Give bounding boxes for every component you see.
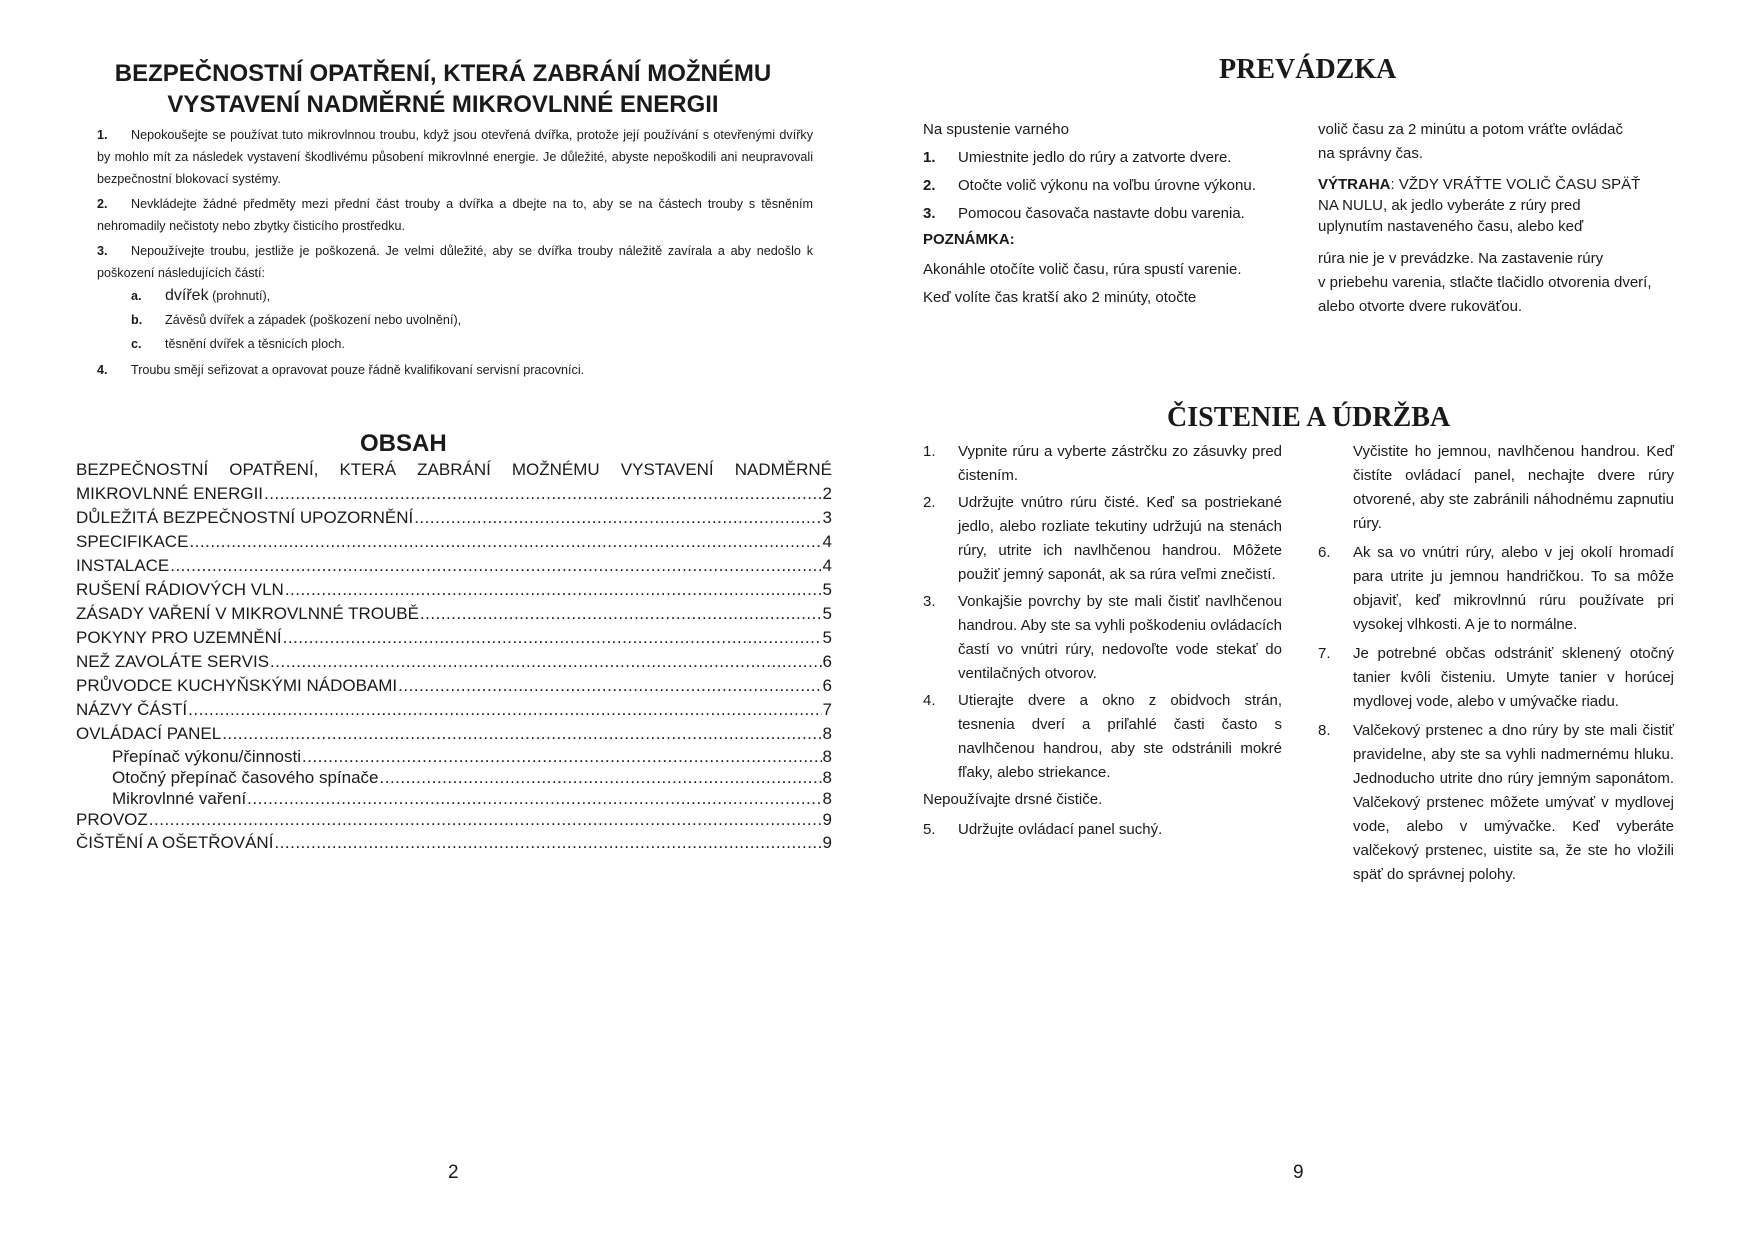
page-number: 2 [448, 1162, 459, 1183]
toc-leader-dots [264, 482, 821, 506]
toc-leader-dots [398, 674, 821, 698]
clean-number: 3. [923, 593, 936, 610]
clean-text: Vypnite rúru a vyberte zástrčku zo zásuvky pred čistením. [958, 443, 1282, 484]
item-number: 4. [97, 363, 108, 377]
clean-number: 7. [1318, 645, 1331, 662]
item-text: Troubu smějí seřizovat a opravovat pouze řádně kvalifikovaní servisní pracovníci. [131, 363, 585, 377]
toc-leader-dots [188, 698, 821, 722]
prev-right-line-5: alebo otvorte dvere rukoväťou. [1318, 298, 1523, 315]
vytraha-line-1 [1318, 174, 1688, 195]
sub-text: Závěsů dvířek a západek (poškození nebo uvolnění), [165, 313, 462, 327]
safety-title-line-1: BEZPEČNOSTNÍ OPATŘENÍ, KTERÁ ZABRÁNÍ MOŽNÉMU [114, 60, 772, 87]
toc-label: POKYNY PRO UZEMNĚNÍ [76, 628, 282, 647]
vytraha-label: VÝTRAHA [1318, 176, 1391, 193]
toc-label: DŮLEŽITÁ BEZPEČNOSTNÍ UPOZORNĚNÍ [76, 508, 414, 527]
prev-right-line-2: na správny čas. [1318, 145, 1424, 162]
clean-item [1318, 719, 1674, 887]
clean-item [923, 440, 1282, 488]
toc-row[interactable] [76, 650, 832, 674]
clean-number: 8. [1318, 722, 1331, 739]
toc-leader-dots [170, 554, 821, 578]
toc-leader-dots [302, 746, 822, 767]
toc-title: OBSAH [360, 430, 447, 457]
toc-page: 7 [822, 700, 832, 719]
clean-item [923, 590, 1282, 686]
toc-page: 8 [822, 768, 832, 787]
sub-big-word: dvířek [165, 287, 209, 304]
clean-text: Je potrebné občas odstrániť sklenený otočný tanier kvôli čisteniu. Umyte tanier v horúcej mydlovej vode, alebo v umývačke riadu. [1353, 645, 1674, 710]
prev-right-line-4: v priebehu varenia, stlačte tlačidlo otvorenia dverí, [1318, 274, 1652, 291]
safety-title [78, 58, 808, 120]
toc-label: NEŽ ZAVOLÁTE SERVIS [76, 652, 270, 671]
prev-step [923, 146, 1283, 170]
clean-item [923, 818, 1282, 842]
sub-text: těsnění dvířek a těsnicích ploch. [165, 337, 345, 351]
cistenie-left-column [923, 440, 1282, 842]
clean-item [923, 689, 1282, 785]
toc-leader-dots [274, 831, 821, 855]
toc-label: RUŠENÍ RÁDIOVÝCH VLN [76, 580, 284, 599]
step-text: Otočte volič výkonu na voľbu úrovne výkonu. [958, 177, 1256, 194]
prevadzka-left-column [923, 118, 1283, 310]
prev-right-line-1: volič času za 2 minútu a potom vráťte ovládač [1318, 121, 1623, 138]
toc-page: 5 [822, 628, 832, 647]
toc-leader-dots [380, 767, 822, 788]
step-number: 1. [923, 149, 936, 166]
toc-label: Přepínač výkonu/činnosti [112, 747, 301, 766]
toc-label: SPECIFIKACE [76, 532, 189, 551]
clean-number: 6. [1318, 544, 1331, 561]
toc-page: 9 [822, 833, 832, 852]
clean-text: Udržujte ovládací panel suchý. [958, 821, 1163, 838]
toc-label: Otočný přepínač časového spínače [112, 768, 379, 787]
toc-leader-dots [283, 626, 822, 650]
clean-number: 2. [923, 494, 936, 511]
toc-row[interactable] [76, 831, 832, 855]
clean-number: 1. [923, 443, 936, 460]
toc-page: 4 [822, 556, 832, 575]
toc-leader-dots [189, 530, 821, 554]
toc-leader-dots [222, 722, 821, 746]
prev-step [923, 202, 1283, 226]
toc-row[interactable] [76, 626, 832, 650]
toc-row-sub[interactable] [76, 767, 832, 788]
item-number: 3. [97, 244, 108, 258]
clean-text: Valčekový prstenec a dno rúry by ste mali čistiť pravidelne, aby ste sa vyhli nadmernému hluku. Jednoducho utrite dno rúry jemným saponátom. Valčekový prstenec môžete umývať v mydlovej vode, alebo v umývačke. Keď vyberáte valčekový prstenec, uistite sa, že ste ho vložili späť do správnej polohy. [1353, 722, 1674, 883]
toc-row[interactable] [76, 506, 832, 530]
toc-page: 8 [822, 747, 832, 766]
vytraha-line-3: uplynutím nastaveného času, alebo keď [1318, 218, 1584, 235]
toc-page: 9 [822, 810, 832, 829]
prevadzka-right-column [1318, 118, 1688, 319]
item-text: Nepokoušejte se používat tuto mikrovlnnou troubu, když jsou otevřená dvířka, protože její používání s otevřenými dvířky by mohlo mít za následek vystavení škodlivému působení mikrovlnné energie. Je důležité, abyste nepoškodili ani neupravovali bezpečnostní blokovací systémy. [97, 128, 813, 186]
toc-leader-dots [149, 809, 822, 831]
step-number: 2. [923, 177, 936, 194]
toc-leader-dots [270, 650, 821, 674]
toc-row[interactable] [76, 674, 832, 698]
clean-item [1318, 541, 1674, 637]
toc-first-line: BEZPEČNOSTNÍ OPATŘENÍ, KTERÁ ZABRÁNÍ MOŽNÉMU VYSTAVENÍ NADMĚRNÉ [76, 460, 832, 479]
item-number: 1. [97, 128, 108, 142]
prev-step [923, 174, 1283, 198]
page-number: 9 [1293, 1162, 1304, 1183]
prev-intro: Na spustenie varného [923, 121, 1069, 138]
right-page [877, 0, 1754, 1240]
safety-title-line-2: VYSTAVENÍ NADMĚRNÉ MIKROVLNNÉ ENERGII [167, 91, 719, 118]
toc-row[interactable] [76, 602, 832, 626]
toc-page: 8 [822, 789, 832, 808]
toc-label: OVLÁDACÍ PANEL [76, 724, 222, 743]
toc-row[interactable] [76, 530, 832, 554]
clean-text: Utierajte dvere a okno z obidvoch strán, tesnenia dverí a priľahlé časti často s navlhčenou handrou, aby ste odstránili mokré fľaky, alebo striekance. [958, 692, 1282, 781]
toc-label: MIKROVLNNÉ ENERGII [76, 484, 264, 503]
sub-text: (prohnutí), [208, 289, 271, 303]
prev-right-line-3: rúra nie je v prevádzke. Na zastavenie rúry [1318, 250, 1604, 267]
safety-sub-item [131, 284, 813, 308]
toc-leader-dots [247, 788, 821, 809]
poznamka-line-1: Akonáhle otočíte volič času, rúra spustí varenie. [923, 261, 1242, 278]
toc-label: ZÁSADY VAŘENÍ V MIKROVLNNÉ TROUBĚ [76, 604, 419, 623]
toc-row[interactable] [76, 482, 832, 506]
toc-leader-dots [420, 602, 822, 626]
sub-letter: c. [131, 337, 142, 351]
toc-page: 2 [822, 484, 832, 503]
toc-page: 5 [822, 580, 832, 599]
table-of-contents [76, 458, 832, 855]
item-text: Nevkládejte žádné předměty mezi přední část trouby a dvířka a dbejte na to, aby se na částech trouby s těsněním nehromadily nečistoty nebo zbytky čisticího prostředku. [97, 197, 813, 233]
item-text: Nepoužívejte troubu, jestliže je poškozená. Je velmi důležité, aby se dvířka trouby náležitě zavírala a aby nedošlo k poškození následujících částí: [97, 244, 813, 280]
clean-text: Ak sa vo vnútri rúry, alebo v jej okolí hromadí para utrite ju jemnou handričkou. To sa môže objaviť, keď mikrovlnnú rúru používate pri vysokej vlhkosti. A je to normálne. [1353, 544, 1674, 633]
toc-row-sub[interactable] [76, 788, 832, 809]
step-number: 3. [923, 205, 936, 222]
toc-row[interactable] [76, 578, 832, 602]
toc-leader-dots [285, 578, 822, 602]
safety-item [97, 359, 813, 381]
clean-number: 4. [923, 692, 936, 709]
safety-item [97, 124, 813, 190]
section-title-cistenie: ČISTENIE A ÚDRŽBA [1167, 402, 1451, 433]
clean-number: 5. [923, 821, 936, 838]
safety-sub-item [131, 308, 813, 332]
toc-page: 8 [822, 724, 832, 743]
toc-leader-dots [414, 506, 821, 530]
toc-page: 3 [822, 508, 832, 527]
safety-item [97, 240, 813, 356]
clean-text: Vonkajšie povrchy by ste mali čistiť navlhčenou handrou. Aby ste sa vyhli poškodeniu ovládacích častí vo vnútri rúry, nedovoľte vode stekať do ventilačných otvorov. [958, 593, 1282, 682]
toc-page: 6 [822, 652, 832, 671]
sub-letter: a. [131, 289, 142, 303]
clean-note: Nepoužívajte drsné čističe. [923, 791, 1103, 808]
safety-sub-item [131, 332, 813, 356]
clean-item [1318, 642, 1674, 714]
sub-letter: b. [131, 313, 143, 327]
toc-label: Mikrovlnné vaření [112, 789, 247, 808]
toc-page: 4 [822, 532, 832, 551]
section-title-prevadzka: PREVÁDZKA [1219, 54, 1397, 85]
toc-label: PRŮVODCE KUCHYŇSKÝMI NÁDOBAMI [76, 676, 398, 695]
cistenie-right-column [1318, 440, 1674, 887]
step-text: Umiestnite jedlo do rúry a zatvorte dvere. [958, 149, 1232, 166]
toc-page: 5 [822, 604, 832, 623]
safety-item [97, 193, 813, 237]
toc-row[interactable] [76, 809, 832, 831]
clean-right-intro: Vyčistite ho jemnou, navlhčenou handrou. Keď čistíte ovládací panel, nechajte dvere rúry otvorené, aby ste zabránili náhodnému zapnutiu rúry. [1353, 443, 1674, 532]
toc-label: ČIŠTĚNÍ A OŠETŘOVÁNÍ [76, 833, 274, 852]
vytraha-text-1: : VŽDY VRÁŤTE VOLIČ ČASU SPÄŤ [1390, 176, 1641, 193]
poznamka-line-2: Keď volíte čas kratší ako 2 minúty, otočte [923, 289, 1197, 306]
toc-label: PROVOZ [76, 810, 148, 829]
vytraha-line-2: NA NULU, ak jedlo vyberáte z rúry pred [1318, 197, 1581, 214]
toc-row[interactable] [76, 554, 832, 578]
toc-label: INSTALACE [76, 556, 170, 575]
toc-row-sub[interactable] [76, 746, 832, 767]
step-text: Pomocou časovača nastavte dobu varenia. [958, 205, 1245, 222]
item-number: 2. [97, 197, 108, 211]
clean-text: Udržujte vnútro rúru čisté. Keď sa postriekané jedlo, alebo rozliate tekutiny udržujú na stenách rúry, utrite ich navlhčenou handrou. Môžete použiť jemný saponát, ak sa rúra veľmi znečistí. [958, 494, 1282, 583]
safety-list [97, 124, 813, 384]
toc-label: NÁZVY ČÁSTÍ [76, 700, 188, 719]
toc-row[interactable] [76, 722, 832, 746]
poznamka-label: POZNÁMKA: [923, 231, 1015, 248]
toc-page: 6 [822, 676, 832, 695]
safety-sub-list [97, 284, 813, 356]
clean-item [923, 491, 1282, 587]
toc-row[interactable] [76, 698, 832, 722]
